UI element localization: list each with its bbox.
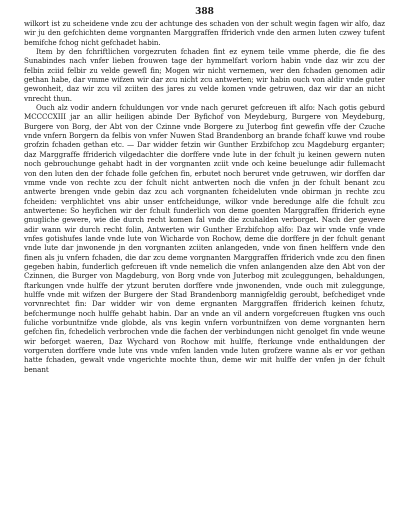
- page-number: 388: [195, 7, 214, 17]
- paragraph-1: wilkort ist zu scheidene vnde zcu der achtunge des schaden von der schult wegin fagen wir alfo, daz wir ju den gefchichten deme vorgnanten Marggraffen ffriderich vnde den armen luten czwey tufent bemifche fchog nicht gefchadet habin.: [24, 19, 385, 47]
- paragraph-3: Ouch alz vodir andern fchuldungen vor vnde nach geruret gefcreuen ift alfo: Nach gotis geburd MCCCCXIII jar an allir heiligen abinde Der Byfichof von Meydeburg, Burgere von Meydeburg, Burgere von Borg, der Abt von der Czinne vnde Borgere zu Juterbog fint gewefin vffe der Czuche vnde vnfern Borgern da felbis von vnfer Nuwen Stad Brandenborg an brande fchaff kuwe vnd roube grofzin fchaden gethan etc. — Dar widder fetzin wir Gunther Erzbifchop zcu Magdeburg erganter; daz Marggraffe ffriderich vilgedachter die dorffere vnde lute in der fchult ju keinen gewern nuten noch gebrouchunge gehabt hadt in der vorgnanten zciit vnde och keine beuelunge adir fullemacht von den luten den der fchade folle gefchen fin, erbutet noch beruret vnde getruwen, wir dorffen dar vmme vnde von rechte zcu der fchult nicht antwerten noch die vnfen jn der fchult benant zcu antwerte brengen vnde gebin daz zcu ach vorgnanten fcheideluten vnde obirman jn rechte zcu fcheiden: verphlichtet vns abir unser entfcheidunge, wilkor vnde beredunge alfe die fchult zcu antwertene: So heyfichen wir der fchult funderlich von deme goenten Marggraffen ffriderich eyne gnugliche gewere, wie die durch recht komen fal vnde die zcuhalden verborget. Nach der gewere adir wann wir durch recht folin, Antwerten wir Gunther Erzbifchop alfo: Daz wir vnde vnfe vnde vnfes gotishufes lande vnde lute von Wicharde von Rochow, deme die dorffere jn der fchult genant vnde lute dar jnwonende jn den vorgnanten zciiten anlangeden, vnde von finen helffern vnde den finen als ju vnfern fchaden, die dar zcu deme vorgnanten Marggraffen ffriderich vnde zcu den finen gegeben habin, funderlich gefcreuen ift vnde nemelich die vnfen anlangenden alze den Abt von der Czinnen, die Burger von Magdeburg, von Borg vnde von Juterbog mit zculeggungen, behaldungen, ftarkungen vnde hulffe der ytzunt beruten dorffere vnde jnwonenden, vnde ouch mit zuleggunge, hulffe vnde mit wifzen der Burgere der Stad Brandenborg mannigfeldig geroubt, befchediget vnde vorvnrechtet fin: Dar widder wir von deme ergnanten Marggraffen ffriderich keinen fchutz, befchermunge noch hulffe gehabt habin. Dar an vnde an vil andern vorgefcreuen ftugken vns ouch fuliche vorbuntnifze vnde globde, als vns kegin vnfern vorbuntnifzen von deme vorgnanten hern gefchen fin, fchedelich verbrochen vnde die fachen der verbindungen nicht genolget fin vnde weune wir beforget waeren, Daz Wychard von Rochow mit hulffe, fterkunge vnde enthaldungen der vorgeruten dorffere vnde lute vns vnde vnfen landen vnde luten grofzere wanne als er vor gethan hatte fchaden, gewalt vnde vngerichte mochte thun, deme wir mit hulffe der vnfen jn der fchult benant: [24, 103, 385, 374]
- paragraph-2: Item by den fchriftlichen vorgezruten fchaden fint ez eynem teile vmme pherde, die fie des Sunabindes nach vnfer lieben frouwen tage der hymmelfart vorlorn habin vnde daz wir zcu der felbin zciid felbir zu velde gewefl fin; Mogen wir nicht vernemen, wer den fchaden genomen adir gethan habe, dar vmme wifzen wir dar zcu nicht zcu antwerten; wir habin ouch von aldir vnde guter gewonheit, daz wir zcu vil zciiten des jares zu velde komen vnde getruwen, daz wir dar an nicht vnrecht thun.: [24, 47, 385, 103]
